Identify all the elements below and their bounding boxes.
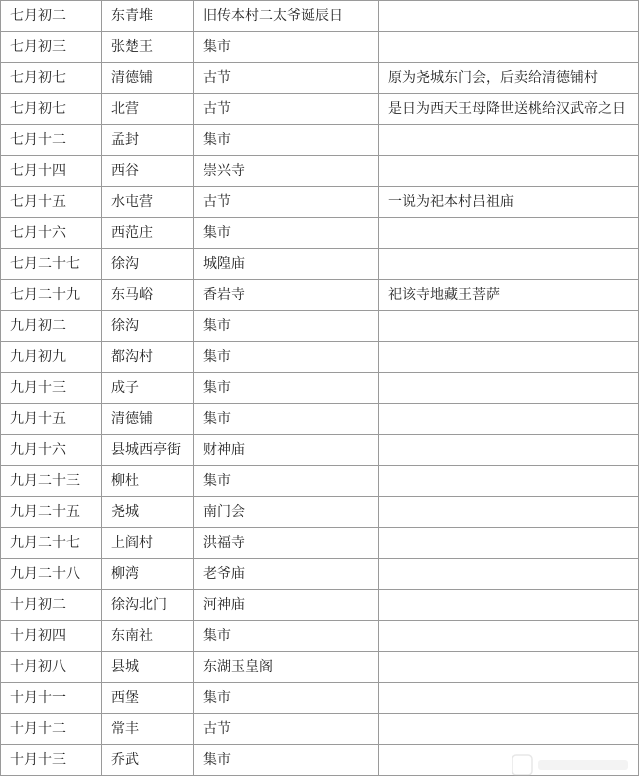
- table-row: [1, 404, 639, 435]
- note-cell: [379, 497, 639, 528]
- table-row: [1, 125, 639, 156]
- event-cell: 老爷庙: [194, 559, 379, 590]
- table-row: [1, 714, 639, 745]
- event-cell: 集市: [194, 373, 379, 404]
- place-cell: 清德铺: [102, 63, 194, 94]
- note-cell: [379, 621, 639, 652]
- date-cell: 十月十三: [1, 745, 102, 776]
- table-row: [1, 621, 639, 652]
- table-row: [1, 94, 639, 125]
- date-cell: 九月十三: [1, 373, 102, 404]
- table-row: [1, 652, 639, 683]
- event-cell: 古节: [194, 63, 379, 94]
- date-cell: 十月初八: [1, 652, 102, 683]
- place-cell: 徐沟: [102, 249, 194, 280]
- date-cell: 七月初七: [1, 94, 102, 125]
- date-cell: 九月二十三: [1, 466, 102, 497]
- event-cell: 东湖玉皇阁: [194, 652, 379, 683]
- place-cell: 徐沟北门: [102, 590, 194, 621]
- table-row: [1, 590, 639, 621]
- table-row: [1, 280, 639, 311]
- event-cell: 集市: [194, 311, 379, 342]
- table-row: [1, 187, 639, 218]
- note-cell: [379, 1, 639, 32]
- table-row: [1, 32, 639, 63]
- date-cell: 十月十一: [1, 683, 102, 714]
- event-cell: 洪福寺: [194, 528, 379, 559]
- event-cell: 集市: [194, 218, 379, 249]
- event-cell: 集市: [194, 683, 379, 714]
- note-cell: [379, 249, 639, 280]
- place-cell: 上阎村: [102, 528, 194, 559]
- place-cell: 都沟村: [102, 342, 194, 373]
- place-cell: 柳湾: [102, 559, 194, 590]
- table-row: [1, 497, 639, 528]
- date-cell: 九月二十七: [1, 528, 102, 559]
- place-cell: 乔武: [102, 745, 194, 776]
- table-row: [1, 466, 639, 497]
- event-cell: 崇兴寺: [194, 156, 379, 187]
- date-cell: 七月十六: [1, 218, 102, 249]
- date-cell: 七月二十七: [1, 249, 102, 280]
- table-row: [1, 683, 639, 714]
- date-cell: 九月初九: [1, 342, 102, 373]
- date-cell: 九月二十五: [1, 497, 102, 528]
- event-cell: 集市: [194, 342, 379, 373]
- table-row: [1, 218, 639, 249]
- place-cell: 柳杜: [102, 466, 194, 497]
- place-cell: 张楚王: [102, 32, 194, 63]
- note-cell: 是日为西天王母降世送桃给汉武帝之日: [379, 94, 639, 125]
- date-cell: 十月初四: [1, 621, 102, 652]
- date-cell: 十月初二: [1, 590, 102, 621]
- place-cell: 常丰: [102, 714, 194, 745]
- place-cell: 成子: [102, 373, 194, 404]
- note-cell: [379, 590, 639, 621]
- table-row: [1, 311, 639, 342]
- table-row: [1, 528, 639, 559]
- place-cell: 东马峪: [102, 280, 194, 311]
- table-row: [1, 249, 639, 280]
- watermark-logo: [512, 752, 632, 778]
- table-row: [1, 373, 639, 404]
- note-cell: [379, 652, 639, 683]
- note-cell: [379, 342, 639, 373]
- note-cell: [379, 714, 639, 745]
- date-cell: 七月十二: [1, 125, 102, 156]
- place-cell: 清德铺: [102, 404, 194, 435]
- event-cell: 集市: [194, 621, 379, 652]
- note-cell: [379, 683, 639, 714]
- date-cell: 七月十四: [1, 156, 102, 187]
- event-cell: 河神庙: [194, 590, 379, 621]
- place-cell: 北营: [102, 94, 194, 125]
- place-cell: 县城西亭街: [102, 435, 194, 466]
- date-cell: 七月二十九: [1, 280, 102, 311]
- note-cell: [379, 125, 639, 156]
- place-cell: 东青堆: [102, 1, 194, 32]
- date-cell: 九月十六: [1, 435, 102, 466]
- date-cell: 九月十五: [1, 404, 102, 435]
- table-row: [1, 435, 639, 466]
- place-cell: 西堡: [102, 683, 194, 714]
- event-cell: 香岩寺: [194, 280, 379, 311]
- note-cell: [379, 32, 639, 63]
- note-cell: [379, 435, 639, 466]
- table-row: [1, 1, 639, 32]
- event-cell: 古节: [194, 94, 379, 125]
- event-cell: 集市: [194, 404, 379, 435]
- note-cell: [379, 311, 639, 342]
- event-cell: 集市: [194, 125, 379, 156]
- note-cell: [379, 466, 639, 497]
- note-cell: [379, 218, 639, 249]
- date-cell: 七月初三: [1, 32, 102, 63]
- place-cell: 尧城: [102, 497, 194, 528]
- note-cell: [379, 373, 639, 404]
- note-cell: 祀该寺地藏王菩萨: [379, 280, 639, 311]
- event-cell: 财神庙: [194, 435, 379, 466]
- table-row: [1, 342, 639, 373]
- event-cell: 旧传本村二太爷诞辰日: [194, 1, 379, 32]
- table-body: [1, 1, 639, 776]
- place-cell: 东南社: [102, 621, 194, 652]
- note-cell: [379, 559, 639, 590]
- event-cell: 城隍庙: [194, 249, 379, 280]
- note-cell: [379, 156, 639, 187]
- place-cell: 徐沟: [102, 311, 194, 342]
- note-cell: [379, 404, 639, 435]
- event-cell: 集市: [194, 32, 379, 63]
- date-cell: 十月十二: [1, 714, 102, 745]
- event-cell: 集市: [194, 745, 379, 776]
- event-cell: 南门会: [194, 497, 379, 528]
- date-cell: 七月十五: [1, 187, 102, 218]
- place-cell: 西范庄: [102, 218, 194, 249]
- place-cell: 孟封: [102, 125, 194, 156]
- event-cell: 集市: [194, 466, 379, 497]
- note-cell: 原为尧城东门会，后卖给清德铺村: [379, 63, 639, 94]
- place-cell: 西谷: [102, 156, 194, 187]
- event-cell: 古节: [194, 714, 379, 745]
- table-row: [1, 156, 639, 187]
- date-cell: 七月初七: [1, 63, 102, 94]
- note-cell: 一说为祀本村吕祖庙: [379, 187, 639, 218]
- date-cell: 七月初二: [1, 1, 102, 32]
- table-row: [1, 63, 639, 94]
- place-cell: 水屯营: [102, 187, 194, 218]
- date-cell: 九月初二: [1, 311, 102, 342]
- event-cell: 古节: [194, 187, 379, 218]
- place-cell: 县城: [102, 652, 194, 683]
- table-row: [1, 559, 639, 590]
- date-cell: 九月二十八: [1, 559, 102, 590]
- note-cell: [379, 528, 639, 559]
